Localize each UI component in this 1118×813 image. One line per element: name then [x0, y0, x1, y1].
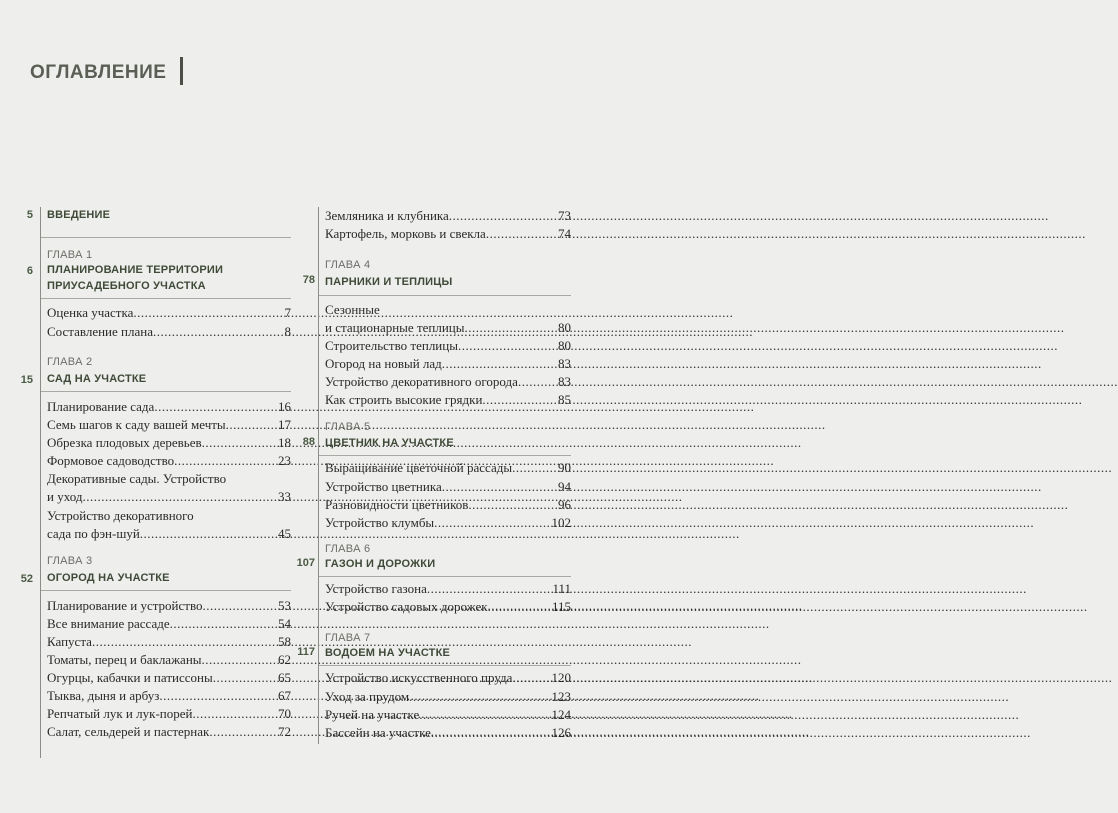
chapter-label: ГЛАВА 7 — [325, 632, 371, 644]
separator — [319, 455, 571, 456]
chapter-label: ГЛАВА 3 — [47, 555, 93, 567]
toc-entry[interactable]: Капуста ..... 58 — [41, 633, 291, 650]
toc-entry[interactable]: Картофель, морковь и свекла ..... 74 — [319, 225, 571, 242]
chapter-title: ПАРНИКИ И ТЕПЛИЦЫ — [325, 276, 453, 288]
toc-entry[interactable]: Разновидности цветников ..... 96 — [319, 496, 571, 513]
chapter-label: ГЛАВА 4 — [325, 259, 371, 271]
chapter-page-number: 15 — [20, 374, 33, 386]
toc-entry-multiline[interactable]: Устройство декоративного сада по фэн-шуй ..... 45 — [41, 507, 291, 543]
separator — [319, 295, 571, 296]
toc-entry[interactable]: Огурцы, кабачки и патиссоны ..... 65 — [41, 669, 291, 686]
toc-entry-multiline[interactable]: Декоративные сады. Устройство и уход ..... 33 — [41, 470, 291, 506]
toc-entry[interactable]: Бассейн на участке ..... 126 — [319, 724, 571, 741]
chapter-page-number: 88 — [302, 436, 315, 448]
toc-entry[interactable]: Формовое садоводство ..... 23 — [41, 452, 291, 469]
toc-left-column — [20, 207, 291, 758]
chapter-page-number: 78 — [302, 274, 315, 286]
toc-entry[interactable]: Устройство газона ..... 111 — [319, 580, 571, 597]
chapter-title: ГАЗОН И ДОРОЖКИ — [325, 558, 436, 570]
toc-entry[interactable]: Планирование и устройство ..... 53 — [41, 597, 291, 614]
toc-entry[interactable]: Репчатый лук и лук-порей ..... 70 — [41, 705, 291, 722]
separator — [41, 391, 291, 392]
chapter-title: ПЛАНИРОВАНИЕ ТЕРРИТОРИИ — [47, 264, 224, 276]
chapter-label: ГЛАВА 2 — [47, 356, 93, 368]
chapter-title: ПРИУСАДЕБНОГО УЧАСТКА — [47, 280, 206, 292]
toc-entry[interactable]: Строительство теплицы ..... 80 — [319, 337, 571, 354]
toc-entry[interactable]: Устройство садовых дорожек ..... 115 — [319, 598, 571, 615]
toc-entry[interactable]: Уход за прудом ..... 123 — [319, 688, 571, 705]
chapter-title: ЦВЕТНИК НА УЧАСТКЕ — [325, 437, 454, 449]
toc-entry-multiline[interactable]: Сезонные и стационарные теплицы ..... 80 — [319, 301, 571, 337]
chapter-page-number: 5 — [26, 209, 33, 221]
toc-entry[interactable]: Оценка участка ..... 7 — [41, 304, 291, 321]
separator — [319, 576, 571, 577]
chapter-page-number: 6 — [26, 265, 33, 277]
toc-entry[interactable]: Все внимание рассаде ..... 54 — [41, 615, 291, 632]
toc-entry[interactable]: Устройство искусственного пруда ..... 120 — [319, 669, 571, 686]
chapter-page-number: 52 — [20, 573, 33, 585]
chapter-title: САД НА УЧАСТКЕ — [47, 373, 147, 385]
chapter-page-number: 117 — [297, 646, 315, 658]
toc-entry[interactable]: Устройство цветника ..... 94 — [319, 478, 571, 495]
page-title: ОГЛАВЛЕНИЕ — [30, 57, 183, 85]
toc-entry[interactable]: Устройство декоративного огорода ..... 83 — [319, 373, 571, 390]
chapter-title: ОГОРОД НА УЧАСТКЕ — [47, 572, 170, 584]
toc-entry[interactable]: Выращивание цветочной рассады ..... 90 — [319, 459, 571, 476]
toc-entry[interactable]: Земляника и клубника ..... 73 — [319, 207, 571, 224]
toc-entry[interactable]: Огород на новый лад ..... 83 — [319, 355, 571, 372]
toc-entry[interactable]: Семь шагов к саду вашей мечты ..... 17 — [41, 416, 291, 433]
chapter-label: ГЛАВА 1 — [47, 249, 93, 261]
toc-entry[interactable]: Планирование сада ..... 16 — [41, 398, 291, 415]
toc-entry[interactable]: Составление плана ..... 8 — [41, 323, 291, 340]
chapter-label: ГЛАВА 6 — [325, 543, 371, 555]
chapter-label: ГЛАВА 5 — [325, 421, 371, 433]
toc-right-column — [296, 207, 571, 744]
toc-entry[interactable]: Как строить высокие грядки ..... 85 — [319, 391, 571, 408]
toc-entry[interactable]: Ручей на участке ..... 124 — [319, 706, 571, 723]
toc-entry[interactable]: Тыква, дыня и арбуз ..... 67 — [41, 687, 291, 704]
intro-title: ВВЕДЕНИЕ — [47, 209, 111, 221]
separator — [319, 665, 571, 666]
chapter-page-number: 107 — [296, 557, 315, 569]
separator — [41, 237, 291, 238]
toc-entry[interactable]: Устройство клумбы ..... 102 — [319, 514, 571, 531]
separator — [41, 298, 291, 299]
separator — [41, 590, 291, 591]
toc-entry[interactable]: Салат, сельдерей и пастернак ..... 72 — [41, 723, 291, 740]
toc-entry[interactable]: Обрезка плодовых деревьев ..... 18 — [41, 434, 291, 451]
toc-entry[interactable]: Томаты, перец и баклажаны ..... 62 — [41, 651, 291, 668]
chapter-title: ВОДОЕМ НА УЧАСТКЕ — [325, 647, 451, 659]
